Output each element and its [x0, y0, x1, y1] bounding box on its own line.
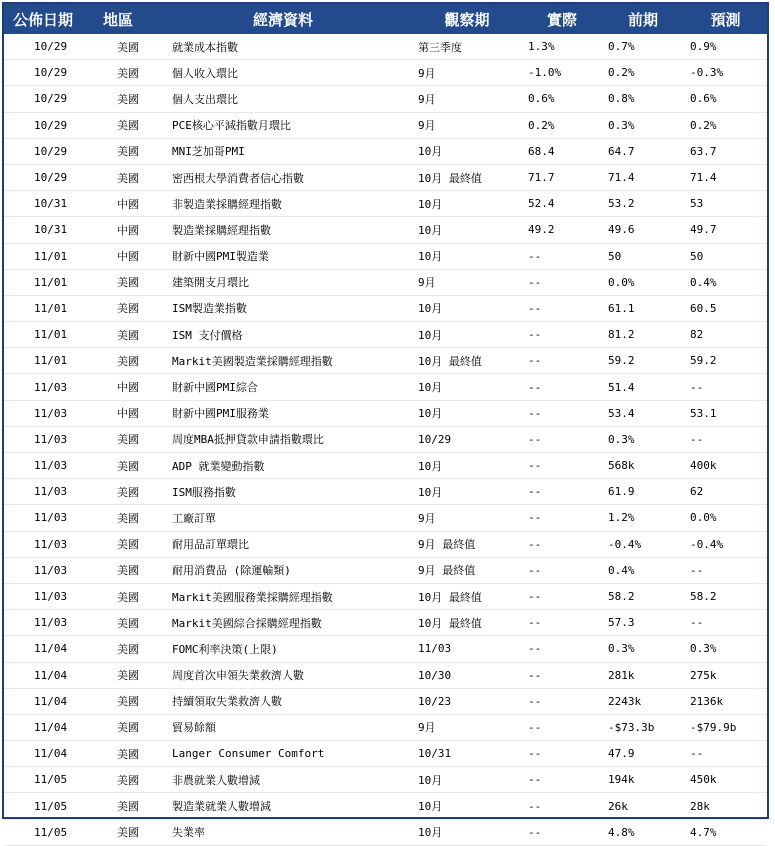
- period-cell: 9月 最終值: [418, 538, 476, 552]
- forecast-cell: -0.4%: [690, 537, 724, 551]
- release-date-cell: 10/31: [34, 223, 68, 237]
- forecast-cell: 71.4: [690, 171, 717, 185]
- indicator-cell: Markit美國綜合採購經理指數: [172, 616, 322, 630]
- indicator-cell: 耐用品訂單環比: [172, 538, 249, 552]
- indicator-cell: ISM製造業指數: [172, 302, 247, 316]
- previous-cell: 61.1: [608, 301, 635, 315]
- table-row: [4, 269, 767, 295]
- header-period: 觀察期: [412, 4, 522, 34]
- region-cell: 中國: [117, 407, 139, 421]
- actual-cell: --: [528, 537, 542, 551]
- previous-cell: 0.3%: [608, 432, 635, 446]
- forecast-cell: 400k: [690, 459, 717, 473]
- indicator-cell: 財新中國PMI製造業: [172, 250, 269, 264]
- period-cell: 第三季度: [418, 40, 462, 54]
- forecast-cell: --: [690, 616, 704, 630]
- period-cell: 11/03: [418, 642, 452, 656]
- indicator-cell: MNI芝加哥PMI: [172, 145, 245, 159]
- actual-cell: 52.4: [528, 197, 555, 211]
- region-cell: 美國: [117, 616, 139, 630]
- header-release-date: 公佈日期: [4, 4, 82, 34]
- forecast-cell: 53: [690, 197, 704, 211]
- release-date-cell: 10/29: [34, 144, 68, 158]
- indicator-cell: 耐用消費品 (除運輸類): [172, 564, 291, 578]
- period-cell: 10月 最終值: [418, 171, 482, 185]
- region-cell: 中國: [117, 381, 139, 395]
- previous-cell: -$73.3b: [608, 720, 655, 734]
- table-row: [4, 138, 767, 164]
- forecast-cell: 28k: [690, 799, 710, 813]
- period-cell: 10月 最終值: [418, 354, 482, 368]
- previous-cell: 281k: [608, 668, 635, 682]
- header-forecast: 預測: [684, 4, 767, 34]
- previous-cell: 61.9: [608, 485, 635, 499]
- release-date-cell: 11/04: [34, 694, 68, 708]
- table-row: [4, 453, 767, 479]
- region-cell: 美國: [117, 538, 139, 552]
- previous-cell: 53.2: [608, 197, 635, 211]
- indicator-cell: ISM服務指數: [172, 485, 236, 499]
- release-date-cell: 11/01: [34, 249, 68, 263]
- region-cell: 美國: [117, 747, 139, 761]
- forecast-cell: 62: [690, 485, 704, 499]
- release-date-cell: 11/05: [34, 799, 68, 813]
- actual-cell: --: [528, 616, 542, 630]
- actual-cell: --: [528, 354, 542, 368]
- indicator-cell: FOMC利率決策(上限): [172, 642, 278, 656]
- region-cell: 美國: [117, 695, 139, 709]
- actual-cell: 1.3%: [528, 40, 555, 54]
- period-cell: 10/30: [418, 668, 452, 682]
- region-cell: 美國: [117, 800, 139, 814]
- release-date-cell: 11/01: [34, 301, 68, 315]
- previous-cell: 194k: [608, 773, 635, 787]
- region-cell: 美國: [117, 276, 139, 290]
- period-cell: 10月 最終值: [418, 590, 482, 604]
- actual-cell: --: [528, 668, 542, 682]
- table-row: [4, 400, 767, 426]
- indicator-cell: 密西根大學消費者信心指數: [172, 171, 304, 185]
- release-date-cell: 11/03: [34, 537, 68, 551]
- region-cell: 美國: [117, 302, 139, 316]
- table-row: [4, 714, 767, 740]
- period-cell: 10月 最終值: [418, 616, 482, 630]
- forecast-cell: 275k: [690, 668, 717, 682]
- forecast-cell: 0.9%: [690, 40, 717, 54]
- table-row: [4, 557, 767, 583]
- region-cell: 美國: [117, 459, 139, 473]
- previous-cell: 59.2: [608, 354, 635, 368]
- period-cell: 10月: [418, 459, 443, 473]
- table-row: [4, 322, 767, 348]
- previous-cell: 0.3%: [608, 642, 635, 656]
- forecast-cell: 59.2: [690, 354, 717, 368]
- table-row: [4, 374, 767, 400]
- actual-cell: --: [528, 773, 542, 787]
- economic-calendar-table: [4, 4, 767, 846]
- header-previous: 前期: [602, 4, 684, 34]
- table-row: [4, 479, 767, 505]
- table-row: [4, 112, 767, 138]
- period-cell: 10月: [418, 826, 443, 840]
- period-cell: 10月: [418, 328, 443, 342]
- actual-cell: --: [528, 720, 542, 734]
- period-cell: 10月: [418, 145, 443, 159]
- actual-cell: 0.6%: [528, 92, 555, 106]
- period-cell: 10月: [418, 773, 443, 787]
- previous-cell: 53.4: [608, 406, 635, 420]
- table-row: [4, 426, 767, 452]
- forecast-cell: --: [690, 380, 704, 394]
- actual-cell: --: [528, 642, 542, 656]
- region-cell: 美國: [117, 642, 139, 656]
- release-date-cell: 11/04: [34, 747, 68, 761]
- forecast-cell: -$79.9b: [690, 720, 737, 734]
- indicator-cell: 就業成本指數: [172, 40, 238, 54]
- period-cell: 9月: [418, 92, 436, 106]
- previous-cell: 58.2: [608, 590, 635, 604]
- table-row: [4, 164, 767, 190]
- indicator-cell: 個人收入環比: [172, 66, 238, 80]
- actual-cell: --: [528, 275, 542, 289]
- previous-cell: 81.2: [608, 328, 635, 342]
- forecast-cell: 63.7: [690, 144, 717, 158]
- period-cell: 10月: [418, 197, 443, 211]
- actual-cell: --: [528, 563, 542, 577]
- table-row: [4, 60, 767, 86]
- forecast-cell: 49.7: [690, 223, 717, 237]
- actual-cell: --: [528, 799, 542, 813]
- period-cell: 9月: [418, 119, 436, 133]
- table-row: [4, 662, 767, 688]
- table-row: [4, 295, 767, 321]
- region-cell: 美國: [117, 773, 139, 787]
- actual-cell: --: [528, 459, 542, 473]
- actual-cell: --: [528, 406, 542, 420]
- previous-cell: 2243k: [608, 694, 642, 708]
- release-date-cell: 11/05: [34, 773, 68, 787]
- previous-cell: 4.8%: [608, 825, 635, 839]
- actual-cell: --: [528, 328, 542, 342]
- previous-cell: 0.3%: [608, 118, 635, 132]
- indicator-cell: 非農就業人數增減: [172, 773, 260, 787]
- table-row: [4, 34, 767, 60]
- indicator-cell: 財新中國PMI綜合: [172, 381, 258, 395]
- indicator-cell: 周度MBA抵押貸款申請指數環比: [172, 433, 324, 447]
- table-row: [4, 741, 767, 767]
- actual-cell: --: [528, 432, 542, 446]
- forecast-cell: 53.1: [690, 406, 717, 420]
- forecast-cell: 58.2: [690, 590, 717, 604]
- indicator-cell: ISM 支付價格: [172, 328, 243, 342]
- region-cell: 美國: [117, 564, 139, 578]
- region-cell: 美國: [117, 40, 139, 54]
- previous-cell: 49.6: [608, 223, 635, 237]
- release-date-cell: 11/03: [34, 459, 68, 473]
- previous-cell: 0.7%: [608, 40, 635, 54]
- table-body: [4, 34, 767, 845]
- period-cell: 10月: [418, 381, 443, 395]
- region-cell: 美國: [117, 171, 139, 185]
- previous-cell: 26k: [608, 799, 628, 813]
- indicator-cell: Markit美國服務業採購經理指數: [172, 590, 333, 604]
- table-row: [4, 86, 767, 112]
- region-cell: 美國: [117, 721, 139, 735]
- release-date-cell: 11/01: [34, 275, 68, 289]
- release-date-cell: 11/04: [34, 668, 68, 682]
- forecast-cell: 4.7%: [690, 825, 717, 839]
- table-row: [4, 610, 767, 636]
- forecast-cell: 0.3%: [690, 642, 717, 656]
- indicator-cell: 建築開支月環比: [172, 276, 249, 290]
- region-cell: 美國: [117, 354, 139, 368]
- release-date-cell: 11/01: [34, 328, 68, 342]
- table-row: [4, 688, 767, 714]
- release-date-cell: 10/29: [34, 118, 68, 132]
- previous-cell: 1.2%: [608, 511, 635, 525]
- forecast-cell: 0.4%: [690, 275, 717, 289]
- actual-cell: --: [528, 380, 542, 394]
- period-cell: 10月: [418, 800, 443, 814]
- release-date-cell: 11/03: [34, 406, 68, 420]
- period-cell: 9月: [418, 66, 436, 80]
- indicator-cell: 個人支出環比: [172, 92, 238, 106]
- release-date-cell: 11/01: [34, 354, 68, 368]
- actual-cell: 68.4: [528, 144, 555, 158]
- period-cell: 10月: [418, 485, 443, 499]
- release-date-cell: 10/29: [34, 171, 68, 185]
- table-row: [4, 531, 767, 557]
- region-cell: 中國: [117, 250, 139, 264]
- indicator-cell: Langer Consumer Comfort: [172, 747, 325, 761]
- actual-cell: --: [528, 825, 542, 839]
- indicator-cell: ADP 就業變動指數: [172, 459, 265, 473]
- table-row: [4, 505, 767, 531]
- region-cell: 美國: [117, 328, 139, 342]
- previous-cell: -0.4%: [608, 537, 642, 551]
- previous-cell: 568k: [608, 459, 635, 473]
- forecast-cell: 0.2%: [690, 118, 717, 132]
- region-cell: 美國: [117, 145, 139, 159]
- forecast-cell: 60.5: [690, 301, 717, 315]
- previous-cell: 0.8%: [608, 92, 635, 106]
- forecast-cell: 82: [690, 328, 704, 342]
- region-cell: 美國: [117, 511, 139, 525]
- previous-cell: 0.2%: [608, 66, 635, 80]
- release-date-cell: 11/03: [34, 590, 68, 604]
- forecast-cell: 450k: [690, 773, 717, 787]
- indicator-cell: 失業率: [172, 826, 205, 840]
- actual-cell: --: [528, 249, 542, 263]
- header-region: 地區: [82, 4, 154, 34]
- release-date-cell: 11/03: [34, 380, 68, 394]
- period-cell: 9月: [418, 511, 436, 525]
- period-cell: 9月: [418, 276, 436, 290]
- period-cell: 10/29: [418, 432, 452, 446]
- region-cell: 中國: [117, 223, 139, 237]
- period-cell: 10月: [418, 302, 443, 316]
- indicator-cell: 非製造業採購經理指數: [172, 197, 282, 211]
- indicator-cell: 製造業就業人數增減: [172, 800, 271, 814]
- release-date-cell: 10/31: [34, 197, 68, 211]
- actual-cell: --: [528, 485, 542, 499]
- actual-cell: --: [528, 511, 542, 525]
- release-date-cell: 10/29: [34, 40, 68, 54]
- period-cell: 9月: [418, 721, 436, 735]
- period-cell: 10月: [418, 407, 443, 421]
- region-cell: 美國: [117, 92, 139, 106]
- release-date-cell: 11/03: [34, 511, 68, 525]
- region-cell: 美國: [117, 590, 139, 604]
- previous-cell: 47.9: [608, 747, 635, 761]
- header-row: [4, 4, 767, 34]
- forecast-cell: 0.6%: [690, 92, 717, 106]
- release-date-cell: 10/29: [34, 66, 68, 80]
- period-cell: 10月: [418, 223, 443, 237]
- region-cell: 美國: [117, 669, 139, 683]
- indicator-cell: 工廠訂單: [172, 511, 216, 525]
- release-date-cell: 11/04: [34, 642, 68, 656]
- table-row: [4, 819, 767, 845]
- forecast-cell: 2136k: [690, 694, 724, 708]
- table-row: [4, 636, 767, 662]
- release-date-cell: 10/29: [34, 92, 68, 106]
- indicator-cell: PCE核心平減指數月環比: [172, 119, 291, 133]
- indicator-cell: 周度首次申領失業救濟人數: [172, 669, 304, 683]
- forecast-cell: 50: [690, 249, 704, 263]
- table-row: [4, 348, 767, 374]
- forecast-cell: --: [690, 747, 704, 761]
- forecast-cell: --: [690, 432, 704, 446]
- table-row: [4, 767, 767, 793]
- region-cell: 美國: [117, 119, 139, 133]
- period-cell: 10/23: [418, 694, 452, 708]
- table-row: [4, 583, 767, 609]
- release-date-cell: 11/03: [34, 563, 68, 577]
- actual-cell: 49.2: [528, 223, 555, 237]
- table-row: [4, 191, 767, 217]
- table-row: [4, 217, 767, 243]
- forecast-cell: -0.3%: [690, 66, 724, 80]
- forecast-cell: --: [690, 563, 704, 577]
- actual-cell: --: [528, 747, 542, 761]
- previous-cell: 0.4%: [608, 563, 635, 577]
- previous-cell: 71.4: [608, 171, 635, 185]
- previous-cell: 51.4: [608, 380, 635, 394]
- release-date-cell: 11/03: [34, 616, 68, 630]
- indicator-cell: Markit美國製造業採購經理指數: [172, 354, 333, 368]
- region-cell: 美國: [117, 433, 139, 447]
- previous-cell: 64.7: [608, 144, 635, 158]
- economic-calendar-table-frame: [2, 2, 769, 840]
- region-cell: 中國: [117, 197, 139, 211]
- header-indicator: 經濟資料: [154, 4, 412, 34]
- actual-cell: 71.7: [528, 171, 555, 185]
- release-date-cell: 11/04: [34, 720, 68, 734]
- region-cell: 美國: [117, 485, 139, 499]
- actual-cell: --: [528, 694, 542, 708]
- indicator-cell: 貿易餘額: [172, 721, 216, 735]
- previous-cell: 0.0%: [608, 275, 635, 289]
- table-row: [4, 793, 767, 819]
- release-date-cell: 11/05: [34, 825, 68, 839]
- actual-cell: 0.2%: [528, 118, 555, 132]
- actual-cell: -1.0%: [528, 66, 562, 80]
- forecast-cell: 0.0%: [690, 511, 717, 525]
- actual-cell: --: [528, 301, 542, 315]
- period-cell: 9月 最終值: [418, 564, 476, 578]
- period-cell: 10/31: [418, 747, 452, 761]
- region-cell: 美國: [117, 826, 139, 840]
- indicator-cell: 持續領取失業救濟人數: [172, 695, 282, 709]
- actual-cell: --: [528, 590, 542, 604]
- header-actual: 實際: [522, 4, 602, 34]
- region-cell: 美國: [117, 66, 139, 80]
- release-date-cell: 11/03: [34, 432, 68, 446]
- indicator-cell: 財新中國PMI服務業: [172, 407, 269, 421]
- release-date-cell: 11/03: [34, 485, 68, 499]
- previous-cell: 57.3: [608, 616, 635, 630]
- indicator-cell: 製造業採購經理指數: [172, 223, 271, 237]
- previous-cell: 50: [608, 249, 622, 263]
- table-row: [4, 243, 767, 269]
- period-cell: 10月: [418, 250, 443, 264]
